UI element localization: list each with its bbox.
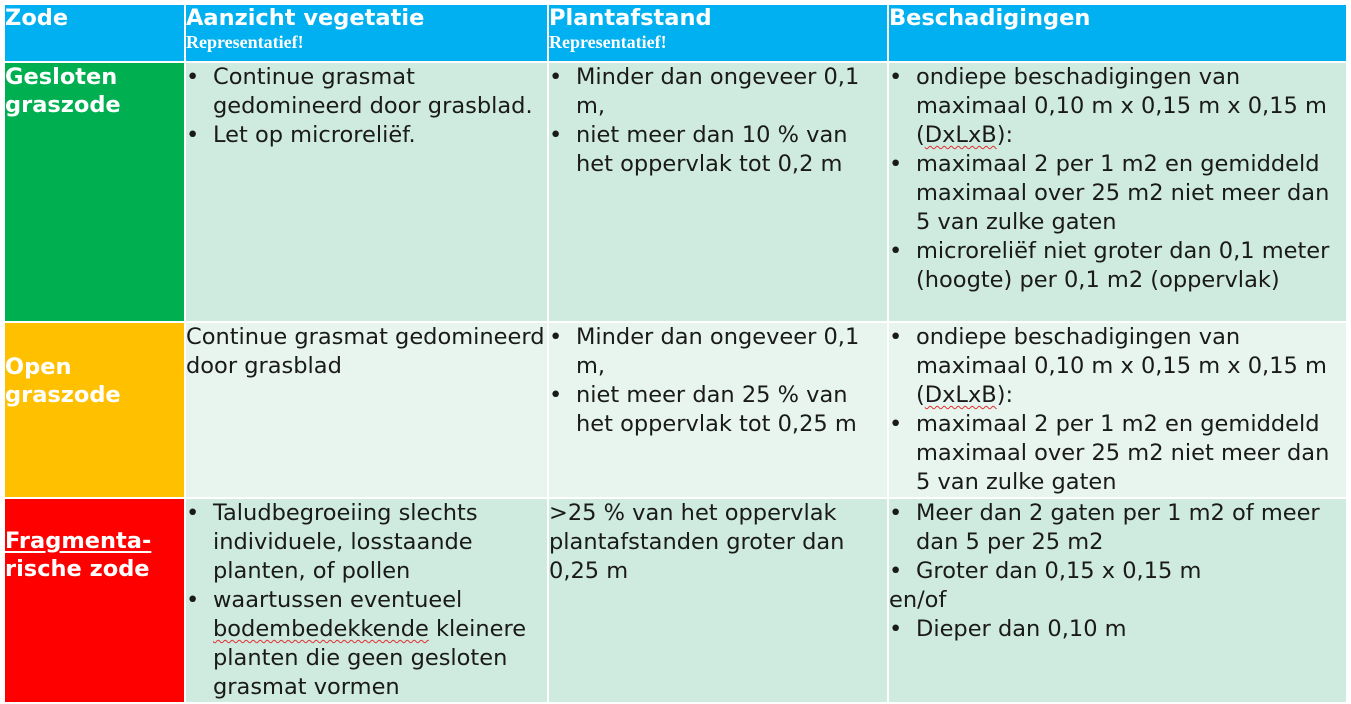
list-item: • Meer dan 2 gaten per 1 m2 of meer dan 5 per 25 m2: [889, 499, 1346, 557]
list-item: • Taludbegroeiing slechts individuele, losstaande planten, of pollen: [186, 499, 547, 586]
zone-label-open: Open graszode: [4, 322, 185, 498]
list-item: • Groter dan 0,15 x 0,15 m: [889, 557, 1346, 586]
plantafstand-cell-gesloten: [548, 62, 888, 322]
spellcheck-mark: DxLxB: [924, 382, 997, 408]
list-item: • Minder dan ongeveer 0,1 m,: [549, 323, 887, 381]
aanzicht-cell-fragmentarisch: [185, 498, 548, 703]
list-item: • waartussen eventueel bodembedekkende kleinere planten die geen gesloten grasmat vormen: [186, 586, 547, 702]
list-item: • maximaal 2 per 1 m2 en gemiddeld maximaal over 25 m2 niet meer dan 5 van zulke gaten: [889, 410, 1346, 497]
table-row-fragmentarisch: [4, 498, 1347, 703]
list-item: • microreliëf niet groter dan 0,1 meter (hoogte) per 0,1 m2 (oppervlak): [889, 237, 1346, 295]
list-item: • ondiepe beschadigingen van maximaal 0,10 m x 0,15 m x 0,15 m (DxLxB):: [889, 323, 1346, 410]
list-item: • Minder dan ongeveer 0,1 m,: [549, 63, 887, 121]
beschadigingen-cell-gesloten: [888, 62, 1347, 322]
zone-label-fragmentarisch: Fragmenta- rische zode: [4, 498, 185, 703]
aanzicht-cell-gesloten: [185, 62, 548, 322]
spellcheck-mark: DxLxB: [924, 122, 997, 148]
header-zode: Zode: [4, 4, 185, 62]
beschadigingen-cell-open: [888, 322, 1347, 498]
header-plantafstand: Plantafstand Representatief!: [548, 4, 888, 62]
list-item: • ondiepe beschadigingen van maximaal 0,10 m x 0,15 m x 0,15 m (DxLxB):: [889, 63, 1346, 150]
beschadigingen-cell-fragmentarisch: [888, 498, 1347, 703]
table-row-open: [4, 322, 1347, 498]
list-item: • Dieper dan 0,10 m: [889, 615, 1346, 644]
graszode-table: [3, 3, 1348, 704]
spellcheck-mark: bodembedekkende: [213, 616, 429, 642]
aanzicht-cell-open: Continue grasmat gedomineerd door grasblad: [185, 322, 548, 498]
table-row-gesloten: [4, 62, 1347, 322]
header-aanzicht-vegetatie: Aanzicht vegetatie Representatief!: [185, 4, 548, 62]
header-plantafstand-subtitle: Representatief!: [549, 32, 667, 52]
list-item: • Let op microreliëf.: [186, 121, 547, 150]
plantafstand-cell-fragmentarisch: >25 % van het oppervlak plantafstanden groter dan 0,25 m: [548, 498, 888, 703]
list-item: • Continue grasmat gedomineerd door grasblad.: [186, 63, 547, 121]
connector-text: en/of: [889, 587, 947, 613]
list-item: • niet meer dan 10 % van het oppervlak tot 0,2 m: [549, 121, 887, 179]
header-aanzicht-subtitle: Representatief!: [186, 32, 304, 52]
list-item: • maximaal 2 per 1 m2 en gemiddeld maximaal over 25 m2 niet meer dan 5 van zulke gaten: [889, 150, 1346, 237]
header-row: [4, 4, 1347, 62]
plantafstand-cell-open: [548, 322, 888, 498]
header-beschadigingen: Beschadigingen: [888, 4, 1347, 62]
zone-label-gesloten: Gesloten graszode: [4, 62, 185, 322]
list-item: • niet meer dan 25 % van het oppervlak tot 0,25 m: [549, 381, 887, 439]
